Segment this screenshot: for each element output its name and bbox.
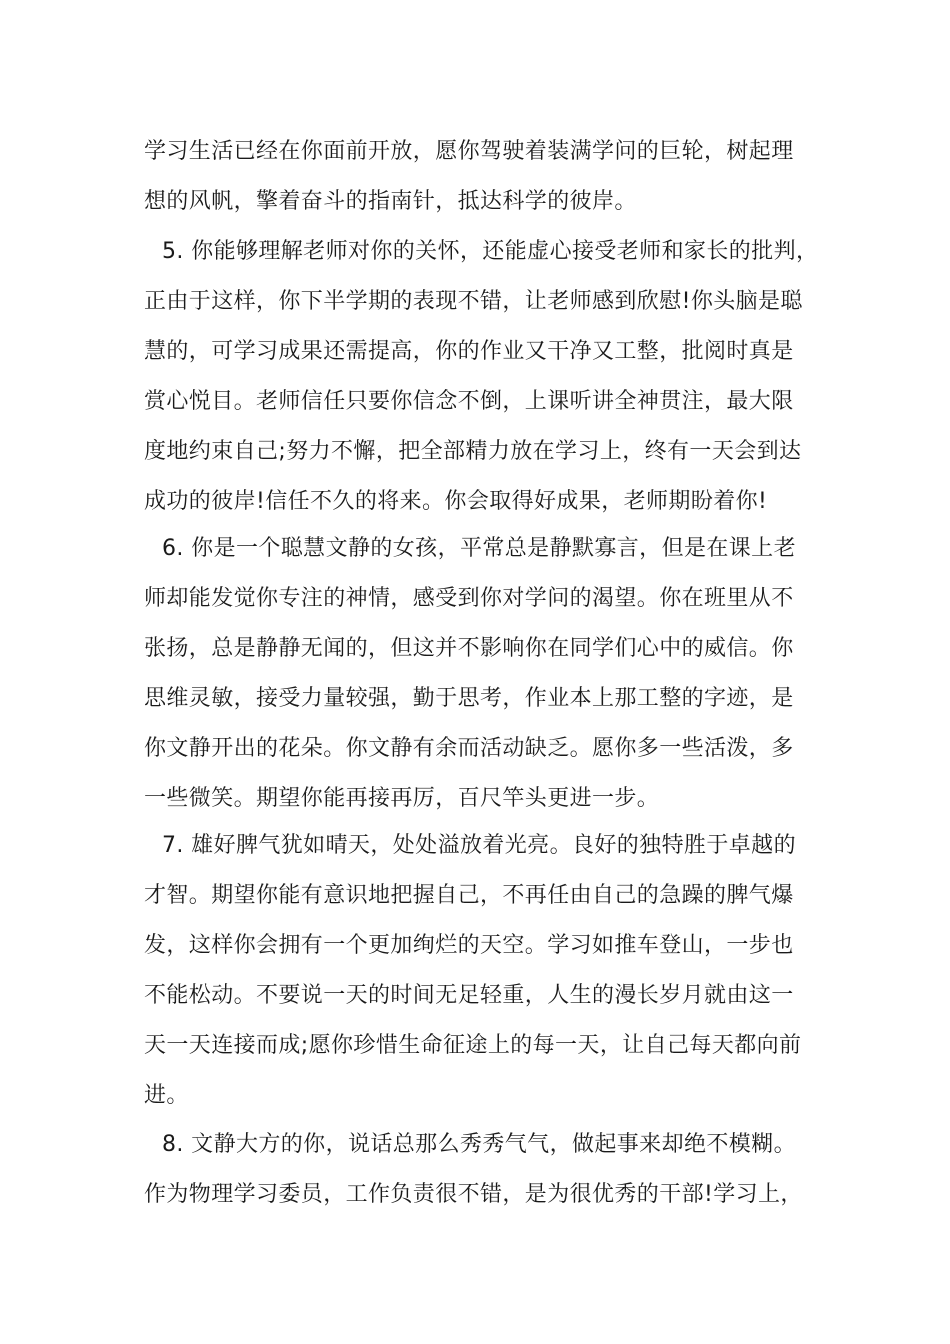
- paragraph-7-first-line: 7. 雄好脾气犹如晴天，处处溢放着光亮。良好的独特胜于卓越的: [162, 833, 796, 858]
- text-line: 正由于这样，你下半学期的表现不错，让老师感到欣慰!你头脑是聪: [144, 289, 803, 314]
- text-line: 才智。期望你能有意识地把握自己，不再任由自己的急躁的脾气爆: [144, 883, 794, 908]
- text-line: 赏心悦目。老师信任只要你信念不倒，上课听讲全神贯注，最大限: [144, 389, 794, 414]
- text-line: 不能松动。不要说一天的时间无足轻重，人生的漫长岁月就由这一: [144, 983, 794, 1008]
- paragraph-5-first-line: 5. 你能够理解老师对你的关怀，还能虚心接受老师和家长的批判，: [162, 239, 819, 264]
- text-line: 想的风帆，擎着奋斗的指南针，抵达科学的彼岸。: [144, 189, 637, 214]
- text-line: 度地约束自己;努力不懈，把全部精力放在学习上，终有一天会到达: [144, 439, 802, 464]
- text-line: 师却能发觉你专注的神情，感受到你对学问的渴望。你在班里从不: [144, 586, 794, 611]
- text-line: 成功的彼岸!信任不久的将来。你会取得好成果，老师期盼着你!: [144, 489, 768, 514]
- paragraph-8-first-line: 8. 文静大方的你，说话总那么秀秀气气，做起事来却绝不模糊。: [162, 1132, 796, 1157]
- text-line: 作为物理学习委员，工作负责很不错，是为很优秀的干部!学习上，: [144, 1182, 803, 1207]
- text-line: 发，这样你会拥有一个更加绚烂的天空。学习如推车登山，一步也: [144, 933, 794, 958]
- text-line: 慧的，可学习成果还需提高，你的作业又干净又工整，批阅时真是: [144, 339, 794, 364]
- text-line: 进。: [144, 1083, 189, 1108]
- text-line: 学习生活已经在你面前开放，愿你驾驶着装满学问的巨轮，树起理: [144, 139, 794, 164]
- text-line: 张扬，总是静静无闻的，但这并不影响你在同学们心中的威信。你: [144, 636, 794, 661]
- text-line: 思维灵敏，接受力量较强，勤于思考，作业本上那工整的字迹，是: [144, 686, 794, 711]
- text-line: 天一天连接而成;愿你珍惜生命征途上的每一天，让自己每天都向前: [144, 1033, 802, 1058]
- paragraph-6-first-line: 6. 你是一个聪慧文静的女孩，平常总是静默寡言，但是在课上老: [162, 536, 796, 561]
- text-line: 你文静开出的花朵。你文静有余而活动缺乏。愿你多一些活泼，多: [144, 736, 794, 761]
- text-line: 一些微笑。期望你能再接再厉，百尺竿头更进一步。: [144, 786, 660, 811]
